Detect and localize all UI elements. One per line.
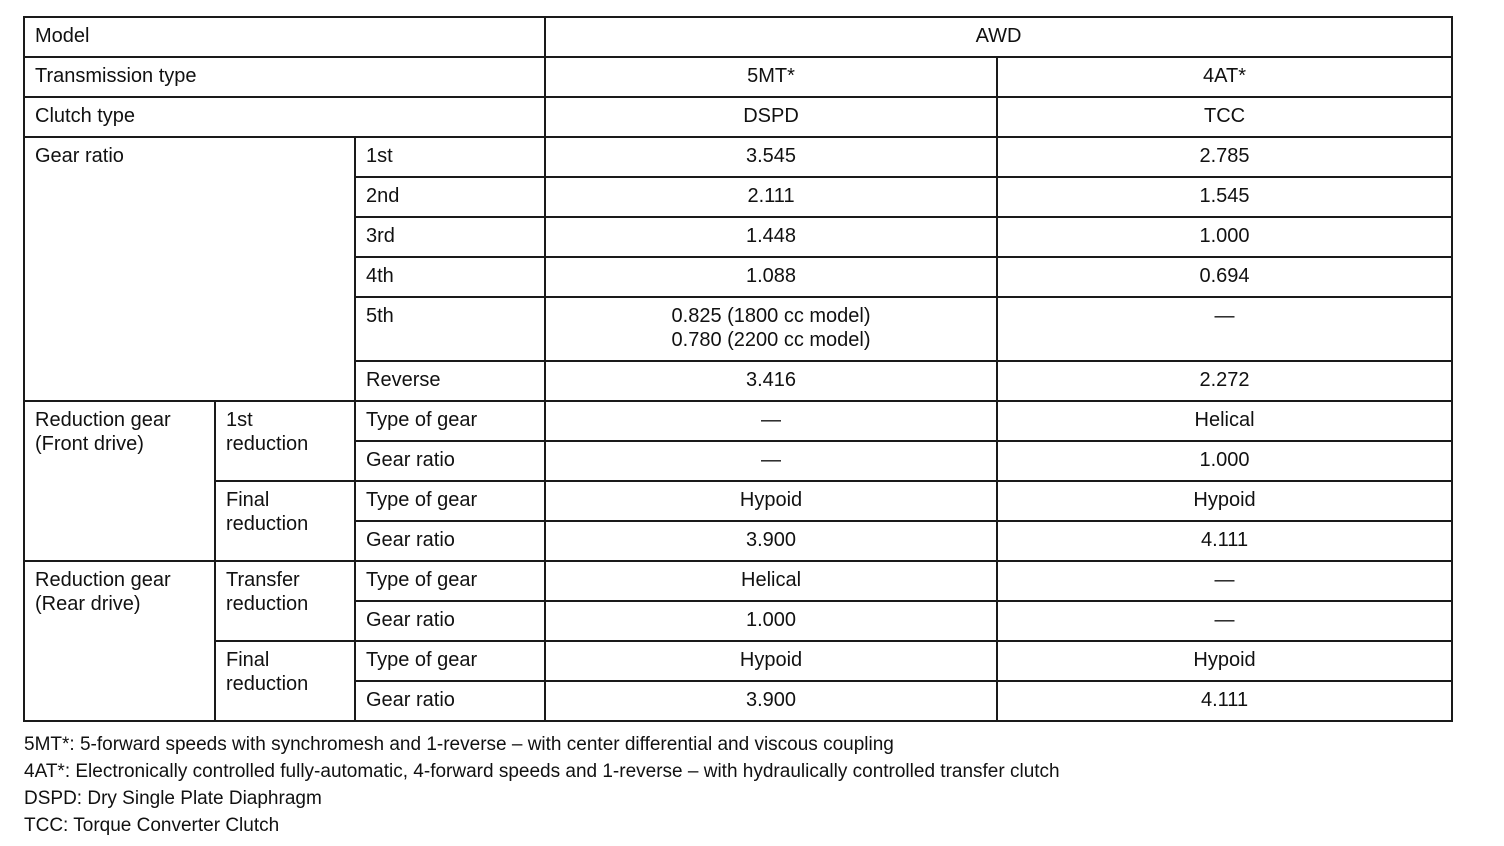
front-first-ratio-5mt: — bbox=[545, 441, 997, 481]
front-final-ratio-5mt: 3.900 bbox=[545, 521, 997, 561]
footnote-5mt: 5MT*: 5-forward speeds with synchromesh and 1-reverse – with center differential and viscous coupling bbox=[24, 734, 894, 755]
rear-final-type-4at: Hypoid bbox=[997, 641, 1452, 681]
clutch-4at: TCC bbox=[997, 97, 1452, 137]
rear-final-ratio-4at: 4.111 bbox=[997, 681, 1452, 721]
gear-ratio-label: Gear ratio bbox=[355, 441, 545, 481]
gear-ratio-5mt: 3.416 bbox=[545, 361, 997, 401]
gear-ratio-label: Gear ratio bbox=[355, 681, 545, 721]
clutch-label: Clutch type bbox=[24, 97, 545, 137]
transmission-label: Transmission type bbox=[24, 57, 545, 97]
front-final-type-4at: Hypoid bbox=[997, 481, 1452, 521]
gear-name: 1st bbox=[355, 137, 545, 177]
front-final-reduction-label: Final reduction bbox=[215, 481, 355, 561]
model-label: Model bbox=[24, 17, 545, 57]
front-first-ratio-4at: 1.000 bbox=[997, 441, 1452, 481]
specifications-table bbox=[23, 16, 1453, 722]
gear-row-1st bbox=[24, 137, 1452, 177]
type-of-gear-label: Type of gear bbox=[355, 401, 545, 441]
gear-name: 4th bbox=[355, 257, 545, 297]
gear-ratio-4at: — bbox=[997, 297, 1452, 361]
rear-transfer-ratio-5mt: 1.000 bbox=[545, 601, 997, 641]
model-value: AWD bbox=[545, 17, 1452, 57]
type-of-gear-label: Type of gear bbox=[355, 481, 545, 521]
gear-ratio-label: Gear ratio bbox=[355, 521, 545, 561]
rear-final-reduction-label: Final reduction bbox=[215, 641, 355, 721]
gear-ratio-4at: 1.545 bbox=[997, 177, 1452, 217]
rear-transfer-type-4at: — bbox=[997, 561, 1452, 601]
gear-ratio-5mt-2200cc: 0.780 (2200 cc model) bbox=[671, 329, 871, 351]
gear-ratio-4at: 1.000 bbox=[997, 217, 1452, 257]
front-first-type-row bbox=[24, 401, 1452, 441]
front-drive-label: Reduction gear (Front drive) bbox=[24, 401, 215, 561]
front-final-type-row bbox=[24, 481, 1452, 521]
rear-transfer-ratio-4at: — bbox=[997, 601, 1452, 641]
gear-name: 2nd bbox=[355, 177, 545, 217]
rear-transfer-type-row bbox=[24, 561, 1452, 601]
footnote-tcc: TCC: Torque Converter Clutch bbox=[24, 815, 280, 836]
gear-ratio-5mt bbox=[545, 297, 997, 361]
gear-ratio-label: Gear ratio bbox=[355, 601, 545, 641]
gear-ratio-5mt: 1.448 bbox=[545, 217, 997, 257]
gear-ratio-5mt: 3.545 bbox=[545, 137, 997, 177]
footnote-dspd: DSPD: Dry Single Plate Diaphragm bbox=[24, 788, 322, 809]
gear-ratio-4at: 0.694 bbox=[997, 257, 1452, 297]
front-first-type-4at: Helical bbox=[997, 401, 1452, 441]
gear-ratio-4at: 2.272 bbox=[997, 361, 1452, 401]
front-first-type-5mt: — bbox=[545, 401, 997, 441]
front-final-type-5mt: Hypoid bbox=[545, 481, 997, 521]
rear-final-type-5mt: Hypoid bbox=[545, 641, 997, 681]
front-final-ratio-4at: 4.111 bbox=[997, 521, 1452, 561]
footnotes bbox=[24, 731, 1060, 839]
gear-ratio-5mt: 1.088 bbox=[545, 257, 997, 297]
gear-ratio-4at: 2.785 bbox=[997, 137, 1452, 177]
transmission-4at: 4AT* bbox=[997, 57, 1452, 97]
gear-ratio-5mt: 2.111 bbox=[545, 177, 997, 217]
transmission-5mt: 5MT* bbox=[545, 57, 997, 97]
rear-final-type-row bbox=[24, 641, 1452, 681]
footnote-4at: 4AT*: Electronically controlled fully-automatic, 4-forward speeds and 1-reverse – with hydraulically controlled transfer clutch bbox=[24, 761, 1060, 782]
transmission-row bbox=[24, 57, 1452, 97]
clutch-5mt: DSPD bbox=[545, 97, 997, 137]
rear-drive-label: Reduction gear (Rear drive) bbox=[24, 561, 215, 721]
front-first-reduction-label: 1st reduction bbox=[215, 401, 355, 481]
gear-ratio-label: Gear ratio bbox=[24, 137, 355, 401]
rear-final-ratio-5mt: 3.900 bbox=[545, 681, 997, 721]
rear-transfer-type-5mt: Helical bbox=[545, 561, 997, 601]
gear-name: Reverse bbox=[355, 361, 545, 401]
type-of-gear-label: Type of gear bbox=[355, 641, 545, 681]
gear-name: 3rd bbox=[355, 217, 545, 257]
clutch-row bbox=[24, 97, 1452, 137]
gear-ratio-5mt-1800cc: 0.825 (1800 cc model) bbox=[671, 305, 871, 327]
type-of-gear-label: Type of gear bbox=[355, 561, 545, 601]
model-row bbox=[24, 17, 1452, 57]
gear-name: 5th bbox=[355, 297, 545, 361]
rear-transfer-reduction-label: Transfer reduction bbox=[215, 561, 355, 641]
